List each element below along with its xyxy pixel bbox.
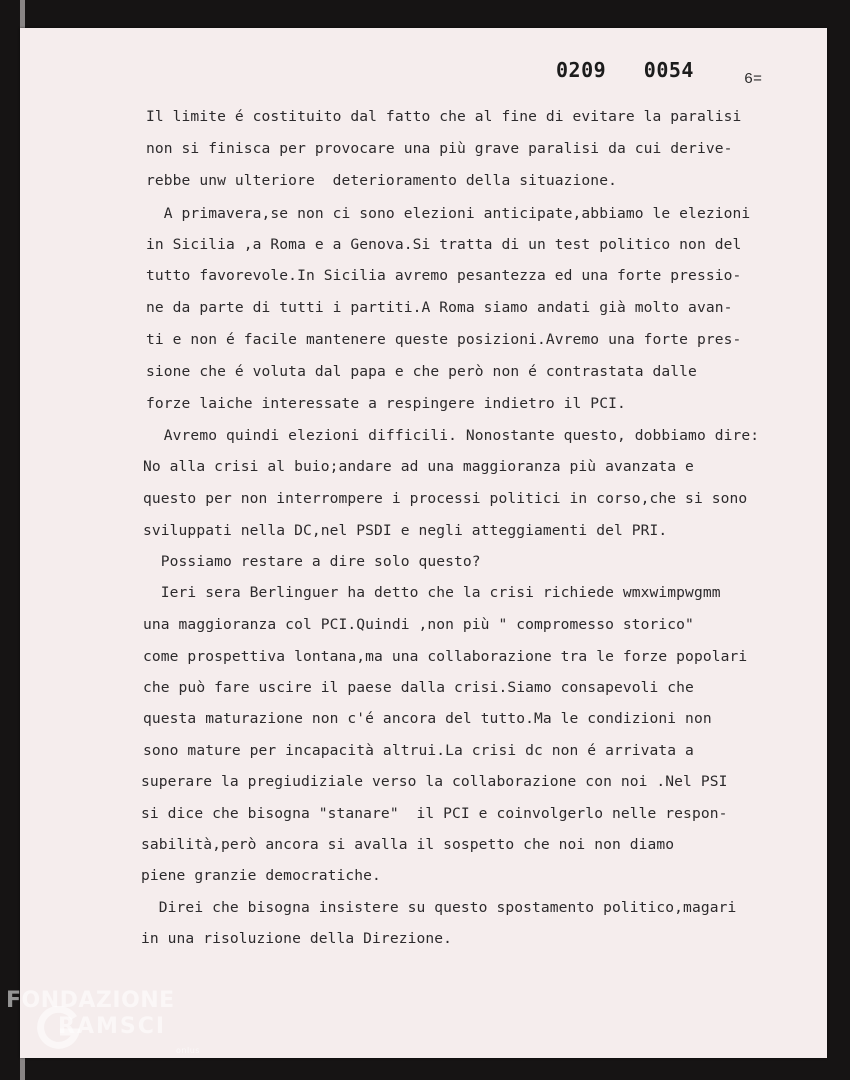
fondazione-gramsci-logo	[6, 988, 216, 1068]
text-line: superare la pregiudiziale verso la collaborazione con noi .Nel PSI	[141, 773, 728, 790]
text-line: sione che é voluta dal papa e che però non é contrastata dalle	[146, 363, 697, 380]
text-line: sviluppati nella DC,nel PSDI e negli atteggiamenti del PRI.	[143, 522, 668, 539]
text-line: non si finisca per provocare una più grave paralisi da cui derive-	[146, 140, 733, 157]
page-number: 6=	[744, 71, 763, 88]
logo-line-onlus: onlus	[176, 1046, 200, 1055]
text-line: Direi che bisogna insistere su questo spostamento politico,magari	[141, 899, 737, 916]
text-line: che può fare uscire il paese dalla crisi.Siamo consapevoli che	[143, 679, 694, 696]
text-line: Possiamo restare a dire solo questo?	[143, 553, 481, 570]
text-line: si dice che bisogna "stanare" il PCI e coinvolgerlo nelle respon-	[141, 805, 728, 822]
text-line: sabilità,però ancora si avalla il sospetto che noi non diamo	[141, 836, 675, 853]
text-line: sono mature per incapacità altrui.La crisi dc non é arrivata a	[143, 742, 694, 759]
archive-code: 0209 0054	[556, 58, 694, 82]
text-line: questo per non interrompere i processi politici in corso,che si sono	[143, 490, 748, 507]
text-line: piene granzie democratiche.	[141, 867, 381, 884]
text-line: Il limite é costituito dal fatto che al fine di evitare la paralisi	[146, 108, 742, 125]
text-line: in Sicilia ,a Roma e a Genova.Si tratta di un test politico non del	[146, 236, 742, 253]
text-line: questa maturazione non c'é ancora del tutto.Ma le condizioni non	[143, 710, 712, 727]
text-line: Ieri sera Berlinguer ha detto che la crisi richiede wmxwimpwgmm	[143, 584, 721, 601]
text-line: ne da parte di tutti i partiti.A Roma siamo andati già molto avan-	[146, 299, 733, 316]
logo-line-name: RAMSCI	[58, 1014, 167, 1039]
text-line: ti e non é facile mantenere queste posizioni.Avremo una forte pres-	[146, 331, 742, 348]
text-line: una maggioranza col PCI.Quindi ,non più " compromesso storico"	[143, 616, 694, 633]
text-line: rebbe unw ulteriore deterioramento della situazione.	[146, 172, 617, 189]
text-line: forze laiche interessate a respingere indietro il PCI.	[146, 395, 626, 412]
text-line: in una risoluzione della Direzione.	[141, 930, 453, 947]
logo-line-foundation: FONDAZIONE	[6, 988, 175, 1013]
text-line: No alla crisi al buio;andare ad una maggioranza più avanzata e	[143, 458, 694, 475]
text-line: A primavera,se non ci sono elezioni anticipate,abbiamo le elezioni	[146, 205, 751, 222]
text-line: Avremo quindi elezioni difficili. Nonostante questo, dobbiamo dire:	[146, 427, 760, 444]
text-line: tutto favorevole.In Sicilia avremo pesantezza ed una forte pressio-	[146, 267, 742, 284]
text-line: come prospettiva lontana,ma una collaborazione tra le forze popolari	[143, 648, 748, 665]
